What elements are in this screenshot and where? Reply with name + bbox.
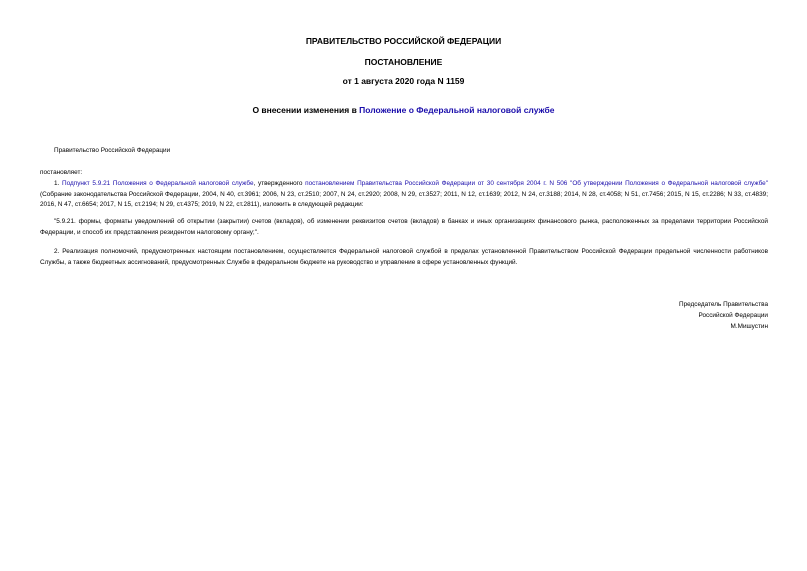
document-subject <box>0 105 807 116</box>
document-date-number: от 1 августа 2020 года N 1159 <box>342 76 465 86</box>
resolution-link[interactable]: постановлением Правительства Российской Федерации от 30 сентября 2004 г. N 506 "Об утверждении Положения о Федеральной налоговой службе" <box>305 180 768 187</box>
subject-link[interactable]: Положение о Федеральной налоговой службе <box>359 105 555 115</box>
subject-prefix: О внесении изменения в <box>252 105 360 115</box>
item-1-text-a: , утвержденного <box>253 180 306 187</box>
quoted-new-wording: "5.9.21. формы, форматы уведомлений об открытии (закрытии) счетов (вкладов), об изменении реквизитов счетов (вкладов) в банках и иных организациях финансового рынка, расположенных за пределами территории Российской Федерации, и способ их представления резидентом налоговому органу;". <box>40 218 768 236</box>
item-1-number: 1. <box>54 180 63 187</box>
government-heading: ПРАВИТЕЛЬСТВО РОССИЙСКОЙ ФЕДЕРАЦИИ <box>305 36 502 46</box>
document-type-heading: ПОСТАНОВЛЕНИЕ <box>364 57 443 67</box>
paragraph-item-2: 2. Реализация полномочий, предусмотренных настоящим постановлением, осуществляется Федеральной налоговой службой в пределах установленной Правительством Российской Федерации предельной численности работников Службы, а также бюджетных ассигнований, предусмотренных Службе в федеральном бюджете на руководство и управление в сфере установленных функций. <box>40 248 768 266</box>
resolves-line: постановляет: <box>40 169 83 176</box>
paragraph-item-1 <box>40 179 768 211</box>
subitem-link[interactable]: Подпункт 5.9.21 Положения о Федеральной налоговой службе <box>62 180 254 187</box>
item-1-text-b: (Собрание законодательства Российской Федерации, 2004, N 40, ст.3961; 2006, N 23, ст.2510; 2007, N 24, ст.2920; 2008, N 29, ст.3527; 2011, N 12, ст.1639; 2012, N 24, ст.3188; 2014, N 28, ст.4058; N 51, ст.7456; 2015, N 15, ст.2286; N 33, ст.4839; 2016, N 47, ст.6654; 2017, N 15, ст.2194; N 29, ст.4375; 2019, N 22, ст.2811), изложить в следующей редакции: <box>40 190 768 208</box>
signature-position: Председатель Правительства <box>679 301 768 308</box>
government-line: Правительство Российской Федерации <box>54 147 171 154</box>
signature-country: Российской Федерации <box>698 312 768 319</box>
signature-name: М.Мишустин <box>730 323 768 330</box>
